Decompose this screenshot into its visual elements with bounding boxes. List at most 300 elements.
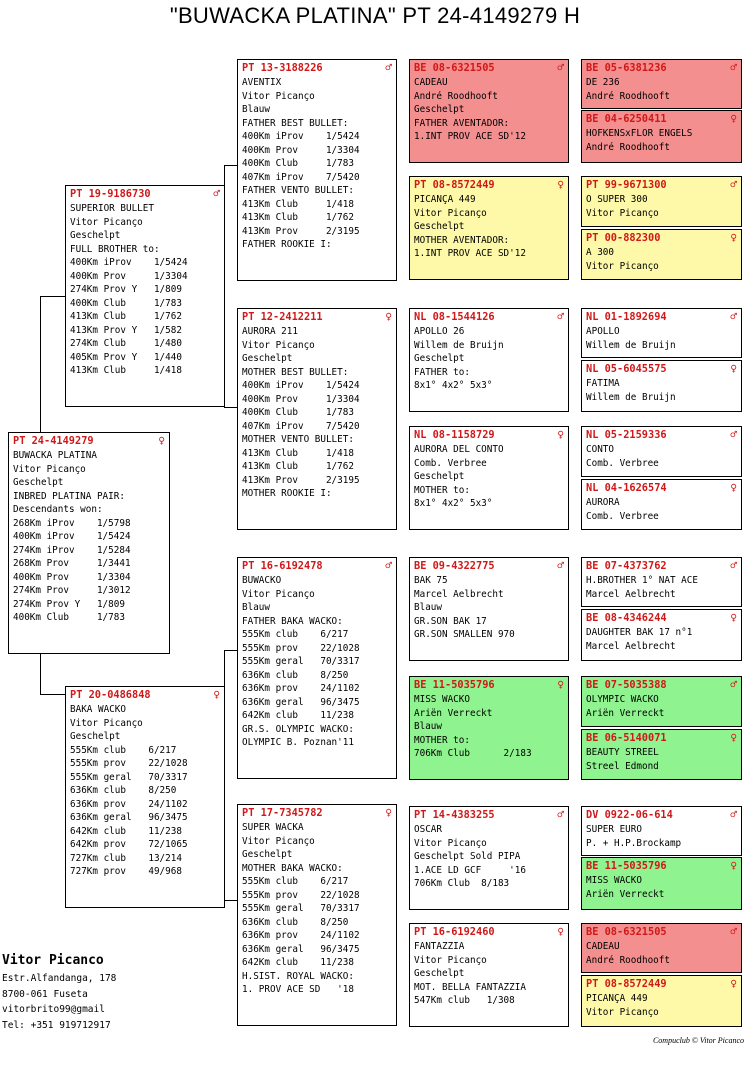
bird-detail-line: Geschelpt (70, 731, 121, 742)
card-header (586, 560, 737, 574)
ring-number: 09-4322775 (432, 560, 495, 572)
male-icon: ♂ (730, 559, 737, 572)
bird-detail-line: André Roodhooft (586, 90, 670, 102)
card-header (586, 860, 737, 874)
country-code: PT (242, 560, 255, 572)
ring-number: 12-2412211 (260, 311, 323, 323)
bird-detail-line: 400Km Club 1/783 (242, 158, 354, 169)
male-icon: ♂ (730, 678, 737, 691)
female-icon: ♀ (557, 428, 564, 441)
bird-detail-line: 636Km geral 96/3475 (70, 812, 188, 823)
bird-detail-line: Blauw (414, 602, 442, 613)
bird-detail-line: Geschelpt (414, 471, 465, 482)
bird-detail-line: Marcel Aelbrecht (414, 588, 504, 600)
bird-detail-line: 642Km club 11/238 (242, 957, 354, 968)
bird-detail-line: 400Km Prov 1/3304 (13, 571, 131, 583)
bird-detail-line: 400Km Club 1/783 (13, 612, 125, 623)
connector-line (224, 165, 238, 166)
ring-number: 08-4346244 (604, 612, 667, 624)
bird-detail-line: Streel Edmond (586, 760, 659, 772)
bird-detail-line: Vitor Picanço (414, 954, 487, 966)
bird-name: MISS WACKO (414, 694, 470, 705)
bird-detail-line: 274Km Prov 1/3012 (13, 585, 131, 596)
ring-number: 08-6321505 (604, 926, 667, 938)
bird-detail-line: FATHER BAKA WACKO: (242, 615, 343, 627)
bird-detail-line: Blauw (242, 104, 270, 115)
country-code: BE (586, 860, 599, 872)
ring-number: 0922-06-614 (604, 809, 673, 821)
bird-name: SUPERIOR BULLET (70, 203, 154, 214)
bird-detail-line: FATHER ROOKIE I: (242, 239, 332, 250)
card-header (242, 62, 392, 76)
male-icon: ♂ (557, 559, 564, 572)
country-code: PT (70, 689, 83, 701)
ring-number: 08-8572449 (604, 978, 667, 990)
bird-detail-line: MOTHER to: (414, 484, 470, 496)
bird-detail-line: 268Km iProv 1/5798 (13, 517, 131, 529)
country-code: BE (586, 926, 599, 938)
pedigree-card-dss[interactable] (409, 557, 569, 661)
card-header (586, 679, 737, 693)
bird-detail-line: Geschelpt (13, 477, 64, 488)
card-header (242, 560, 392, 574)
ring-number: 24-4149279 (31, 435, 94, 447)
bird-detail-line: Geschelpt Sold PIPA (414, 851, 521, 862)
ring-number: 20-0486848 (88, 689, 151, 701)
bird-detail-line: 1.INT PROV ACE SD'12 (414, 248, 526, 259)
bird-detail-line: Geschelpt (242, 849, 293, 860)
bird-detail-line: 400Km iProv 1/5424 (13, 531, 131, 542)
bird-detail-line: 727Km club 13/214 (70, 852, 182, 864)
bird-detail-line: Geschelpt (414, 221, 465, 232)
owner-address: Estr.Alfandanga, 178 (2, 973, 117, 984)
bird-name: A 300 (586, 247, 614, 258)
connector-line (224, 650, 238, 651)
bird-name: SUPER WACKA (242, 822, 304, 833)
bird-detail-line: 413Km Club 1/418 (70, 365, 182, 376)
bird-detail-line: Ariën Verreckt (586, 888, 665, 900)
female-icon: ♀ (730, 362, 737, 375)
bird-detail-line: Vitor Picanço (414, 207, 487, 219)
bird-detail-line: 1.INT PROV ACE SD'12 (414, 131, 526, 142)
bird-detail-line: Vitor Picanço (586, 207, 659, 219)
bird-detail-line: 636Km geral 96/3475 (242, 696, 360, 708)
bird-detail-line: 400Km Prov 1/3304 (70, 270, 188, 282)
bird-detail-line: 400Km Prov 1/3304 (242, 144, 360, 156)
bird-detail-line: Comb. Verbree (586, 457, 659, 469)
owner-info (2, 953, 116, 1033)
country-code: PT (13, 435, 26, 447)
ring-number: 99-9671300 (604, 179, 667, 191)
bird-detail-line: 555Km club 6/217 (242, 629, 349, 640)
pedigree-card-g12[interactable] (581, 729, 742, 780)
bird-detail-line: 413Km Club 1/418 (242, 447, 354, 459)
ring-number: 04-6250411 (604, 113, 667, 125)
card-header (586, 482, 737, 496)
country-code: BE (586, 612, 599, 624)
bird-detail-line: 555Km club 6/217 (242, 876, 349, 887)
pedigree-card-g7[interactable] (581, 426, 742, 477)
bird-detail-line: 1. PROV ACE SD '18 (242, 984, 354, 995)
card-header (586, 809, 737, 823)
card-header (586, 926, 737, 940)
bird-detail-line: 8x1° 4x2° 5x3° (414, 498, 493, 509)
bird-detail-line: GR.SON SMALLEN 970 (414, 629, 515, 640)
bird-detail-line: 547Km club 1/308 (414, 995, 515, 1006)
pedigree-card-ddd[interactable] (409, 923, 569, 1027)
ring-number: 17-7345782 (260, 807, 323, 819)
bird-detail-line: Vitor Picanço (242, 339, 315, 351)
male-icon: ♂ (730, 61, 737, 74)
male-icon: ♂ (557, 61, 564, 74)
bird-detail-line: MOTHER BEST BULLET: (242, 366, 349, 378)
pedigree-card-g3[interactable] (581, 176, 742, 227)
ring-number: 08-1544126 (432, 311, 495, 323)
bird-name: BAK 75 (414, 575, 448, 586)
card-header (586, 612, 737, 626)
bird-detail-line: Willem de Bruijn (414, 339, 504, 351)
bird-name: HOFKENSxFLOR ENGELS (586, 128, 693, 139)
pedigree-card-g11[interactable] (581, 676, 742, 727)
ring-number: 11-5035796 (432, 679, 495, 691)
bird-name: O SUPER 300 (586, 194, 648, 205)
country-code: BE (586, 62, 599, 74)
owner-name: Vitor Picanco (2, 953, 104, 968)
owner-phone: Tel: +351 919712917 (2, 1019, 111, 1031)
bird-detail-line: 413Km Club 1/762 (242, 212, 354, 223)
card-header (70, 689, 220, 703)
bird-name: SUPER EURO (586, 824, 642, 835)
country-code: BE (586, 679, 599, 691)
bird-detail-line: P. + H.P.Brockamp (586, 837, 682, 849)
bird-detail-line: GR.SON BAK 17 (414, 615, 487, 627)
female-icon: ♀ (730, 481, 737, 494)
bird-name: APOLLO (586, 326, 620, 337)
ring-number: 16-6192460 (432, 926, 495, 938)
bird-name: BEAUTY STREEL (586, 747, 659, 758)
female-icon: ♀ (730, 112, 737, 125)
connector-line (40, 652, 41, 694)
pedigree-card-sds[interactable] (409, 308, 569, 412)
female-icon: ♀ (557, 178, 564, 191)
bird-detail-line: 8x1° 4x2° 5x3° (414, 380, 493, 391)
pedigree-card-dam[interactable] (65, 686, 225, 908)
pedigree-card-g6[interactable] (581, 360, 742, 412)
bird-detail-line: 413Km Club 1/762 (242, 461, 354, 472)
connector-line (224, 900, 238, 901)
country-code: BE (586, 113, 599, 125)
ring-number: 07-4373762 (604, 560, 667, 572)
male-icon: ♂ (557, 808, 564, 821)
bird-detail-line: 407Km iProv 7/5420 (242, 171, 360, 183)
bird-detail-line: 642Km club 11/238 (70, 825, 182, 837)
country-code: PT (414, 809, 427, 821)
ring-number: 08-1158729 (432, 429, 495, 441)
bird-detail-line: André Roodhooft (586, 141, 670, 153)
bird-detail-line: 642Km club 11/238 (242, 710, 354, 721)
bird-detail-line: Marcel Aelbrecht (586, 588, 676, 600)
pedigree-card-g13[interactable] (581, 806, 742, 856)
bird-name: AURORA DEL CONTO (414, 444, 504, 455)
ring-number: 13-3188226 (260, 62, 323, 74)
country-code: BE (414, 679, 427, 691)
bird-detail-line: 413Km Prov Y 1/582 (70, 324, 182, 336)
bird-detail-line: GR.S. OLYMPIC WACKO: (242, 723, 354, 735)
pedigree-card-g10[interactable] (581, 609, 742, 661)
bird-detail-line: 413Km Prov 2/3195 (242, 474, 360, 486)
card-header (586, 113, 737, 127)
bird-detail-line: H.SIST. ROYAL WACKO: (242, 970, 354, 982)
male-icon: ♂ (730, 428, 737, 441)
bird-detail-line: 636Km prov 24/1102 (242, 683, 360, 694)
bird-detail-line: Vitor Picanço (13, 463, 86, 475)
card-header (70, 188, 220, 202)
bird-name: MISS WACKO (586, 875, 642, 886)
footer-credit: Compuclub © Vitor Picanco (652, 1036, 744, 1045)
bird-detail-line: 555Km geral 70/3317 (242, 656, 360, 667)
bird-name: BUWACKA PLATINA (13, 450, 97, 461)
male-icon: ♂ (557, 310, 564, 323)
bird-name: PICANÇA 449 (586, 993, 648, 1004)
ring-number: 00-882300 (604, 232, 661, 244)
bird-detail-line: Vitor Picanço (70, 717, 143, 729)
bird-detail-line: 555Km prov 22/1028 (242, 889, 360, 901)
card-header (13, 435, 165, 449)
card-header (586, 363, 737, 377)
bird-detail-line: FATHER to: (414, 366, 470, 378)
bird-detail-line: 274Km iProv 1/5284 (13, 544, 131, 556)
owner-email: vitorbrito99@gmail (2, 1004, 105, 1015)
bird-detail-line: Blauw (414, 721, 442, 732)
pedigree-card-g16[interactable] (581, 975, 742, 1027)
male-icon: ♂ (730, 808, 737, 821)
bird-detail-line: 413Km Prov 2/3195 (242, 225, 360, 237)
card-header (414, 62, 564, 76)
connector-line (40, 296, 66, 297)
bird-detail-line: 405Km Prov Y 1/440 (70, 351, 182, 363)
pedigree-card-g15[interactable] (581, 923, 742, 973)
bird-detail-line: 636Km club 8/250 (242, 916, 349, 928)
bird-detail-line: OLYMPIC B. Poznan'11 (242, 737, 354, 748)
pedigree-card-sire[interactable] (65, 185, 225, 407)
bird-detail-line: 400Km iProv 1/5424 (242, 131, 360, 142)
ring-number: 05-6045575 (604, 363, 667, 375)
bird-detail-line: FATHER BEST BULLET: (242, 117, 349, 129)
bird-detail-line: Geschelpt (242, 353, 293, 364)
bird-detail-line: 555Km club 6/217 (70, 744, 177, 756)
bird-detail-line: Vitor Picanço (586, 1006, 659, 1018)
pedigree-card-sss[interactable] (409, 59, 569, 163)
card-header (242, 311, 392, 325)
bird-detail-line: Comb. Verbree (414, 457, 487, 469)
card-header (586, 311, 737, 325)
country-code: NL (586, 429, 599, 441)
card-header (414, 809, 564, 823)
female-icon: ♀ (730, 977, 737, 990)
pedigree-card-g4[interactable] (581, 229, 742, 280)
country-code: PT (414, 926, 427, 938)
ring-number: 05-6381236 (604, 62, 667, 74)
pedigree-card-dds[interactable] (409, 806, 569, 910)
bird-detail-line: Vitor Picanço (586, 260, 659, 272)
pedigree-card-dsd[interactable] (409, 676, 569, 780)
country-code: NL (586, 311, 599, 323)
bird-detail-line: Ariën Verreckt (414, 707, 493, 719)
bird-detail-line: 400Km Club 1/783 (70, 297, 182, 309)
card-header (414, 926, 564, 940)
bird-detail-line: Vitor Picanço (242, 588, 315, 600)
country-code: PT (586, 978, 599, 990)
pedigree-card-g9[interactable] (581, 557, 742, 607)
card-header (414, 311, 564, 325)
female-icon: ♀ (158, 434, 165, 447)
pedigree-card-g2[interactable] (581, 110, 742, 163)
pedigree-card-ssd[interactable] (409, 176, 569, 280)
country-code: PT (586, 179, 599, 191)
bird-detail-line: 407Km iProv 7/5420 (242, 420, 360, 432)
page-title: "BUWACKA PLATINA" PT 24-4149279 H (169, 3, 581, 28)
country-code: PT (70, 188, 83, 200)
pedigree-card-g14[interactable] (581, 857, 742, 910)
bird-name: CADEAU (414, 77, 448, 88)
bird-detail-line: Vitor Picanço (242, 835, 315, 847)
bird-detail-line: 555Km prov 22/1028 (242, 642, 360, 654)
bird-detail-line: 268Km Prov 1/3441 (13, 558, 131, 569)
bird-detail-line: Marcel Aelbrecht (586, 640, 676, 652)
bird-detail-line: Geschelpt (414, 968, 465, 979)
ring-number: 06-5140071 (604, 732, 667, 744)
bird-detail-line: Comb. Verbree (586, 510, 659, 522)
bird-detail-line: 727Km prov 49/968 (70, 866, 182, 877)
bird-detail-line: 555Km prov 22/1028 (70, 758, 188, 769)
bird-detail-line: 400Km Club 1/783 (242, 407, 354, 418)
bird-name: OSCAR (414, 824, 442, 835)
pedigree-card-subject[interactable] (8, 432, 170, 654)
bird-name: DE 236 (586, 77, 620, 88)
ring-number: 14-4383255 (432, 809, 495, 821)
country-code: NL (586, 482, 599, 494)
connector-line (40, 296, 41, 432)
bird-detail-line: Willem de Bruijn (586, 339, 676, 351)
bird-detail-line: 1.ACE LD GCF '16 (414, 864, 526, 876)
bird-detail-line: Willem de Bruijn (586, 391, 676, 403)
card-header (414, 179, 564, 193)
bird-detail-line: Geschelpt (414, 353, 465, 364)
card-header (586, 62, 737, 76)
bird-detail-line: 636Km geral 96/3475 (242, 943, 360, 955)
card-header (586, 429, 737, 443)
connector-line (224, 407, 238, 408)
bird-detail-line: 642Km prov 72/1065 (70, 839, 188, 850)
bird-detail-line: MOT. BELLA FANTAZZIA (414, 981, 526, 993)
bird-detail-line: André Roodhooft (586, 954, 670, 966)
bird-detail-line: 400Km iProv 1/5424 (242, 380, 360, 391)
bird-name: BUWACKO (242, 575, 282, 586)
pedigree-card-sire-sire[interactable] (237, 59, 397, 281)
bird-name: AVENTIX (242, 77, 282, 88)
country-code: PT (242, 807, 255, 819)
bird-name: FANTAZZIA (414, 941, 465, 952)
owner-postcode: 8700-061 Fuseta (2, 988, 88, 1000)
bird-detail-line: FATHER VENTO BULLET: (242, 185, 354, 196)
pedigree-card-g1[interactable] (581, 59, 742, 109)
bird-name: AURORA 211 (242, 326, 298, 337)
female-icon: ♀ (730, 731, 737, 744)
country-code: NL (414, 311, 427, 323)
bird-detail-line: Vitor Picanço (242, 90, 315, 102)
ring-number: 11-5035796 (604, 860, 667, 872)
bird-detail-line: 706Km Club 8/183 (414, 878, 510, 889)
bird-name: FATIMA (586, 378, 620, 389)
male-icon: ♂ (730, 925, 737, 938)
pedigree-card-dam-sire[interactable] (237, 557, 397, 779)
pedigree-card-g8[interactable] (581, 479, 742, 530)
bird-name: BAKA WACKO (70, 704, 126, 715)
male-icon: ♂ (385, 559, 392, 572)
bird-detail-line: 636Km prov 24/1102 (242, 930, 360, 941)
card-header (414, 679, 564, 693)
female-icon: ♀ (557, 678, 564, 691)
bird-detail-line: MOTHER BAKA WACKO: (242, 862, 343, 874)
pedigree-card-sdd[interactable] (409, 426, 569, 530)
female-icon: ♀ (730, 611, 737, 624)
bird-detail-line: MOTHER AVENTADOR: (414, 234, 510, 246)
card-header (586, 732, 737, 746)
bird-detail-line: Vitor Picanço (70, 216, 143, 228)
bird-detail-line: MOTHER VENTO BULLET: (242, 434, 354, 445)
bird-detail-line: INBRED PLATINA PAIR: (13, 490, 125, 502)
card-header (586, 179, 737, 193)
card-header (414, 429, 564, 443)
bird-detail-line: Blauw (242, 602, 270, 613)
pedigree-card-g5[interactable] (581, 308, 742, 358)
bird-detail-line: Geschelpt (70, 230, 121, 241)
country-code: PT (242, 62, 255, 74)
ring-number: 07-5035388 (604, 679, 667, 691)
bird-detail-line: 274Km Prov Y 1/809 (13, 598, 125, 610)
country-code: DV (586, 809, 599, 821)
pedigree-card-dam-dam[interactable] (237, 804, 397, 1026)
bird-name: CONTO (586, 444, 614, 455)
bird-detail-line: MOTHER ROOKIE I: (242, 488, 332, 499)
card-header (586, 978, 737, 992)
card-header (586, 232, 737, 246)
card-header (242, 807, 392, 821)
female-icon: ♀ (213, 688, 220, 701)
bird-detail-line: FATHER AVENTADOR: (414, 117, 510, 129)
bird-name: DAUGHTER BAK 17 n°1 (586, 627, 693, 638)
ring-number: 04-1626574 (604, 482, 667, 494)
bird-detail-line: 400Km iProv 1/5424 (70, 257, 188, 268)
bird-detail-line: 400Km Prov 1/3304 (242, 393, 360, 405)
bird-detail-line: Ariën Verreckt (586, 707, 665, 719)
bird-detail-line: 274Km Club 1/480 (70, 338, 182, 349)
female-icon: ♀ (730, 231, 737, 244)
male-icon: ♂ (730, 310, 737, 323)
bird-detail-line: Geschelpt (414, 104, 465, 115)
female-icon: ♀ (385, 806, 392, 819)
female-icon: ♀ (557, 925, 564, 938)
bird-detail-line: 274Km Prov Y 1/809 (70, 284, 182, 295)
pedigree-card-sire-dam[interactable] (237, 308, 397, 530)
male-icon: ♂ (730, 178, 737, 191)
bird-detail-line: 413Km Club 1/762 (70, 311, 182, 322)
card-header (414, 560, 564, 574)
bird-name: PICANÇA 449 (414, 194, 476, 205)
bird-name: CADEAU (586, 941, 620, 952)
ring-number: 16-6192478 (260, 560, 323, 572)
bird-detail-line: 636Km club 8/250 (242, 669, 349, 681)
